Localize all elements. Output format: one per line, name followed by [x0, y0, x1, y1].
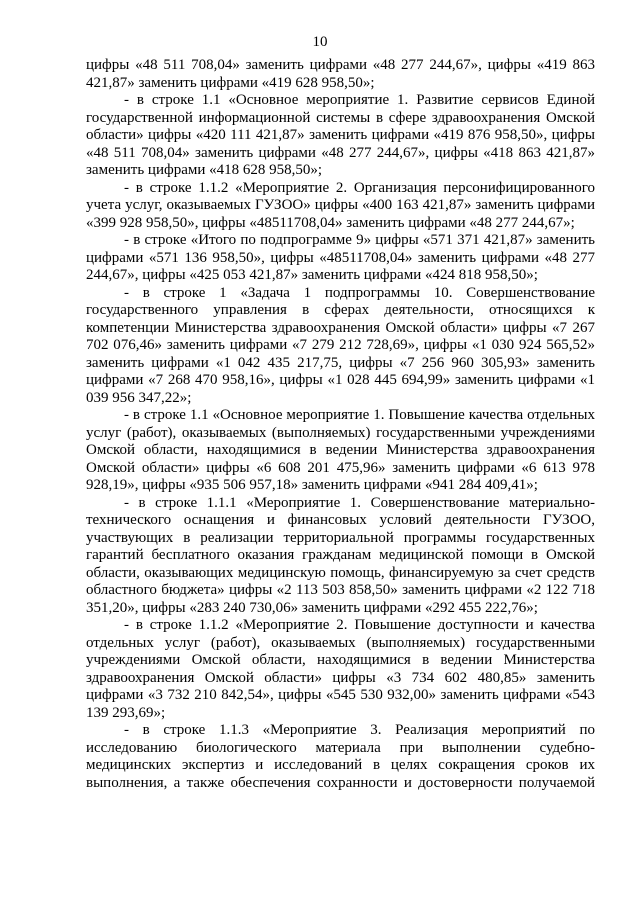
page-number: 10	[312, 34, 328, 50]
paragraph-3: - в строке 1.1.2 «Мероприятие 2. Организация персонифицированного учета услуг, оказываемых ГУЗОО» цифры «400 163 421,87» заменить цифрами «399 928 958,50», цифры «48511708,04» заменить цифрами «48 277 244,67»;	[86, 179, 595, 231]
document-body	[86, 57, 595, 792]
paragraph-4: - в строке «Итого по подпрограмме 9» цифры «571 371 421,87» заменить цифрами «571 136 958,50», цифры «48511708,04» заменить цифрами «48 277 244,67», цифры «425 053 421,87» заменить цифрами «424 818 958,50»;	[86, 232, 595, 283]
paragraph-9: - в строке 1.1.3 «Мероприятие 3. Реализация мероприятий по исследованию биологического материала при выполнении судебно-медицинских экспертиз и исследований в целях сокращения сроков их выполнения, а также обеспечения сохранности и достоверности получаемой	[86, 722, 595, 791]
paragraph-7: - в строке 1.1.1 «Мероприятие 1. Совершенствование материально-технического оснащения и финансовых условий деятельности ГУЗОО, участвующих в реализации территориальной программы государственных гарантий бесплатного оказания гражданам медицинской помощи в Омской области, оказывающих медицинскую помощь, финансируемую за счет средств областного бюджета» цифры «2 113 503 858,50» заменить цифрами «2 122 718 351,20», цифры «283 240 730,06» заменить цифрами «292 455 222,76»;	[86, 494, 595, 616]
paragraph-8: - в строке 1.1.2 «Мероприятие 2. Повышение доступности и качества отдельных услуг (работ), оказываемых (выполняемых) государственными учреждениями Омской области, находящимися в ведении Министерства здравоохранения Омской области» цифры «3 734 602 480,85» заменить цифрами «3 732 210 842,54», цифры «545 530 932,00» заменить цифрами «543 139 293,69»;	[86, 617, 595, 721]
paragraph-5: - в строке 1 «Задача 1 подпрограммы 10. Совершенствование государственного управления в сферах деятельности, относящихся к компетенции Министерства здравоохранения Омской области» цифры «7 267 702 076,46» заменить цифрами «7 279 212 728,69», цифры «1 030 924 565,52» заменить цифрами «1 042 435 217,75, цифры «7 256 960 305,93» заменить цифрами «7 268 470 958,16», цифры «1 028 445 694,99» заменить цифрами «1 039 956 347,22»;	[86, 284, 595, 406]
paragraph-1: цифры «48 511 708,04» заменить цифрами «48 277 244,67», цифры «419 863 421,87» заменить цифрами «419 628 958,50»;	[86, 57, 595, 91]
paragraph-6: - в строке 1.1 «Основное мероприятие 1. Повышение качества отдельных услуг (работ), оказываемых (выполняемых) государственными учреждениями Омской области, находящимися в ведении Министерства здравоохранения Омской области» цифры «6 608 201 475,96» заменить цифрами «6 613 978 928,19», цифры «935 506 957,18» заменить цифрами «941 284 409,41»;	[86, 407, 595, 493]
paragraph-2: - в строке 1.1 «Основное мероприятие 1. Развитие сервисов Единой государственной информационной системы в сфере здравоохранения Омской области» цифры «420 111 421,87» заменить цифрами «419 876 958,50», цифры «48 511 708,04» заменить цифрами «48 277 244,67», цифры «418 863 421,87» заменить цифрами «418 628 958,50»;	[86, 92, 595, 178]
